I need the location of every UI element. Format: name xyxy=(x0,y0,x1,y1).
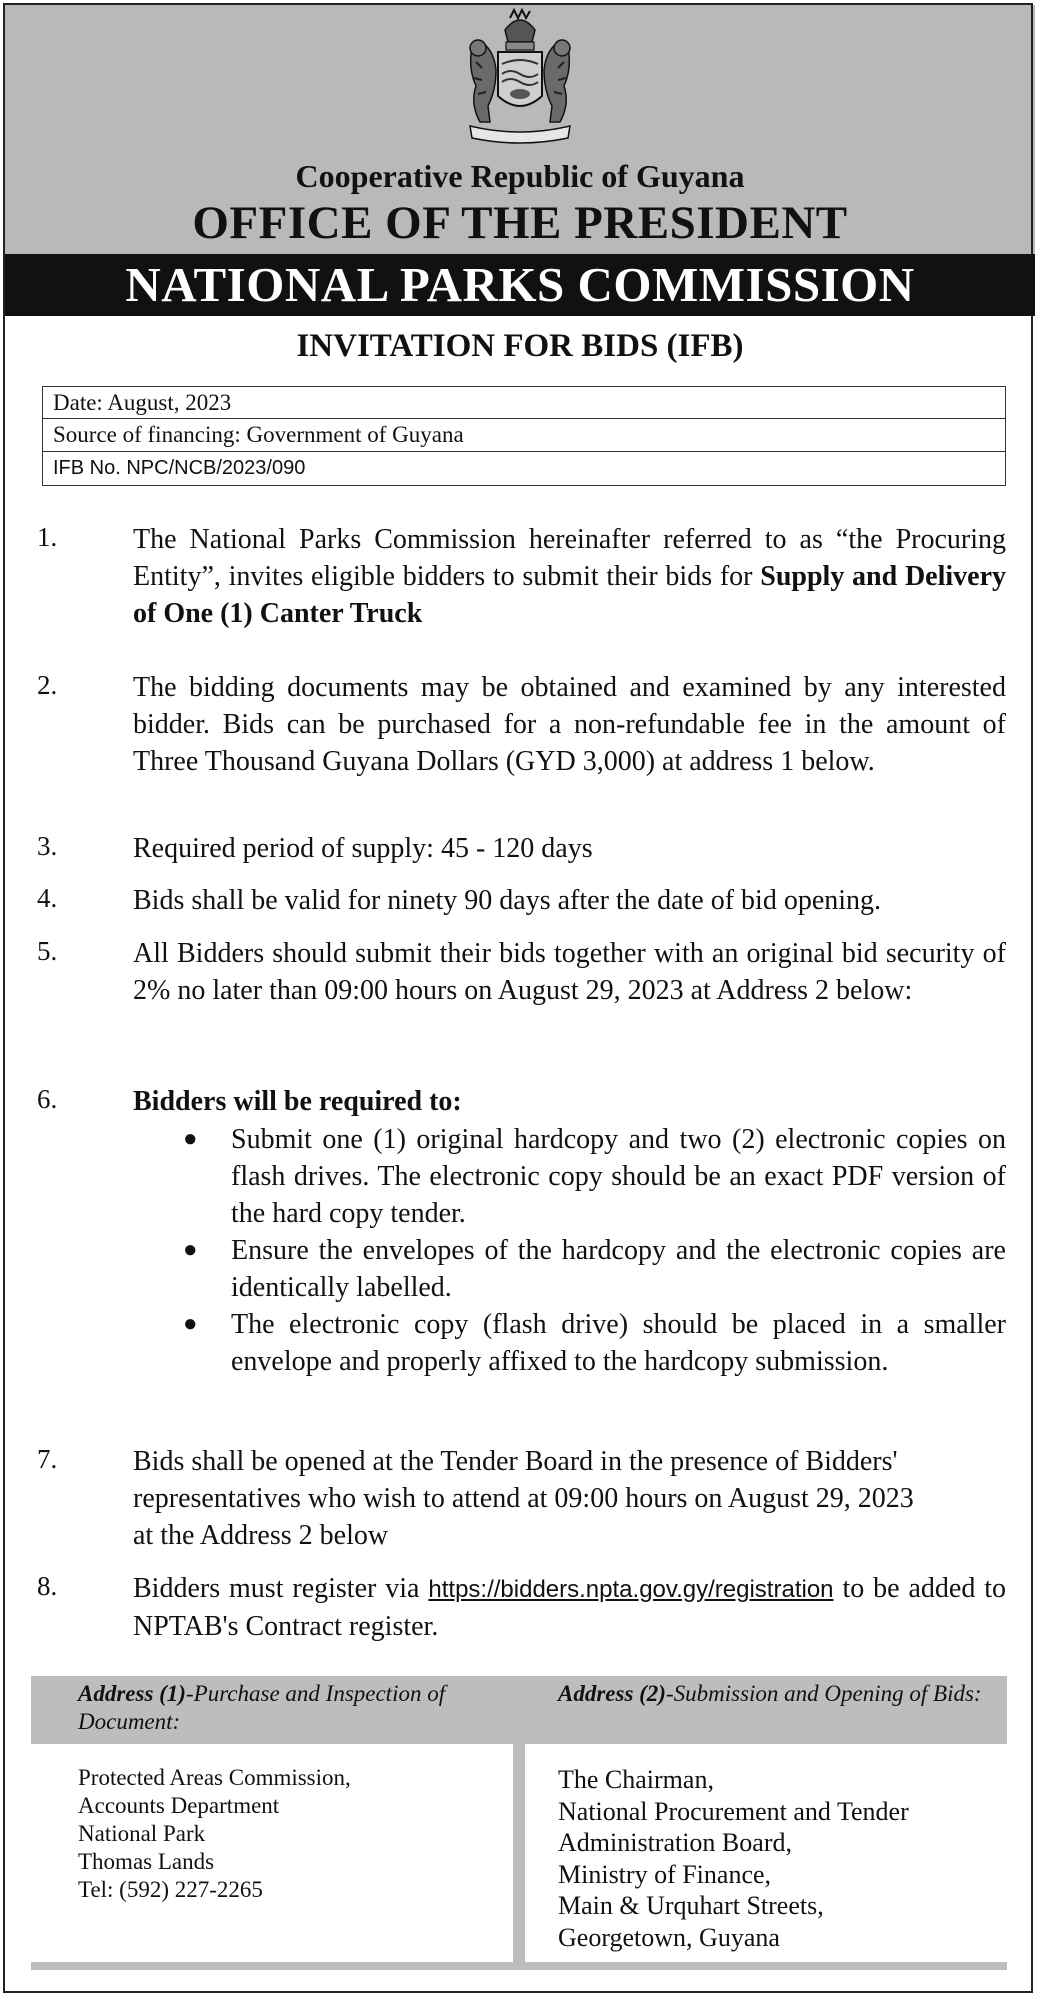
republic-name: Cooperative Republic of Guyana xyxy=(295,158,745,194)
bullet-item xyxy=(181,1121,1006,1232)
bullet-item xyxy=(181,1306,1006,1380)
item-text: Bidders must register via xyxy=(133,1573,420,1604)
address-line: Accounts Department xyxy=(78,1793,280,1818)
bullet-text: The electronic copy (flash drive) should be placed in a smaller envelope and properly affixed to the hardcopy submission. xyxy=(231,1309,1006,1377)
guyana-coat-of-arms-icon xyxy=(450,8,590,148)
list-item xyxy=(133,1570,1006,1645)
address-1-block xyxy=(78,1764,351,1904)
address-line: Main & Urquhart Streets, xyxy=(558,1891,824,1920)
phone-number: Tel: (592) 227-2265 xyxy=(78,1877,263,1902)
list-item: The bidding documents may be obtained and examined by any interested bidder. Bids can be purchased for a non-refundable fee in the amount of Three Thousand Guyana Dollars (GYD 3,000) at address 1 below. xyxy=(133,672,1006,777)
address-2-heading-bold: Address (2) xyxy=(558,1681,666,1706)
address-2-heading-text: -Submission and Opening of Bids: xyxy=(665,1681,982,1706)
item-number: 2. xyxy=(37,670,58,700)
item-number: 3. xyxy=(37,831,58,861)
info-box xyxy=(42,386,1006,486)
list-item-heading: Bidders will be required to: xyxy=(133,1086,462,1117)
item-text: The National Parks Commission hereinafter referred to as “the Procuring Entity”, invites eligible bidders to submit their bids for xyxy=(133,524,1006,592)
bullet-icon: ● xyxy=(183,1237,198,1263)
address-line: National Procurement and Tender xyxy=(558,1796,909,1826)
office-name: OFFICE OF THE PRESIDENT xyxy=(192,197,848,249)
financing-field: Source of financing: Government of Guyana xyxy=(43,419,1005,451)
item-bold-text: Supply and Delivery of One (1) Canter Truck xyxy=(133,561,1007,629)
bullet-item xyxy=(181,1232,1006,1306)
address-line: The Chairman, xyxy=(558,1765,714,1794)
item-number: 6. xyxy=(37,1084,58,1114)
ifb-number-field: IFB No. NPC/NCB/2023/090 xyxy=(53,456,306,479)
item-number: 4. xyxy=(37,883,58,913)
address-1-heading-text: -Purchase and Inspection of Document: xyxy=(78,1681,446,1734)
date-field: Date: August, 2023 xyxy=(43,387,1005,419)
address-table-bottom xyxy=(31,1962,1007,1970)
address-2-block xyxy=(558,1764,909,1953)
address-line: Protected Areas Commission, xyxy=(78,1765,351,1790)
item-number: 7. xyxy=(37,1444,58,1474)
commission-name: NATIONAL PARKS COMMISSION xyxy=(125,257,915,312)
address-line: Georgetown, Guyana xyxy=(558,1922,780,1952)
address-divider xyxy=(513,1744,525,1962)
bullet-text: Ensure the envelopes of the hardcopy and the electronic copies are identically labelled. xyxy=(231,1235,1006,1303)
bullet-text: Submit one (1) original hardcopy and two (2) electronic copies on flash drives. The electronic copy should be an exact PDF version of the hard copy tender. xyxy=(231,1124,1006,1229)
list-item: Bids shall be valid for ninety 90 days after the date of bid opening. xyxy=(133,885,882,916)
item-number: 1. xyxy=(37,522,58,552)
list-item: Bids shall be opened at the Tender Board in the presence of Bidders' representatives who wish to attend at 09:00 hours on August 29, 2023 at the Address 2 below xyxy=(133,1446,914,1551)
page-title: INVITATION FOR BIDS (IFB) xyxy=(296,328,744,364)
address-2-heading xyxy=(558,1680,998,1708)
address-line: Administration Board, xyxy=(558,1828,792,1857)
address-1-heading-bold: Address (1) xyxy=(78,1681,186,1706)
list-item: Required period of supply: 45 - 120 days xyxy=(133,833,593,864)
bullet-icon: ● xyxy=(183,1311,198,1337)
address-1-heading xyxy=(78,1680,478,1736)
address-line: Thomas Lands xyxy=(78,1849,215,1874)
list-item: All Bidders should submit their bids together with an original bid security of 2% no later than 09:00 hours on August 29, 2023 at Address 2 below: xyxy=(133,938,1006,1006)
item-number: 8. xyxy=(37,1571,58,1601)
registration-link[interactable]: https://bidders.npta.gov.gy/registration xyxy=(428,1576,834,1603)
address-line: National Park xyxy=(78,1821,206,1846)
item-text: to be added to NPTAB's Contract register. xyxy=(133,1573,1007,1642)
item-number: 5. xyxy=(37,936,58,966)
bullet-icon: ● xyxy=(183,1126,198,1152)
list-item xyxy=(133,521,1006,632)
address-line: Ministry of Finance, xyxy=(558,1859,772,1889)
bullet-list xyxy=(181,1121,1006,1380)
